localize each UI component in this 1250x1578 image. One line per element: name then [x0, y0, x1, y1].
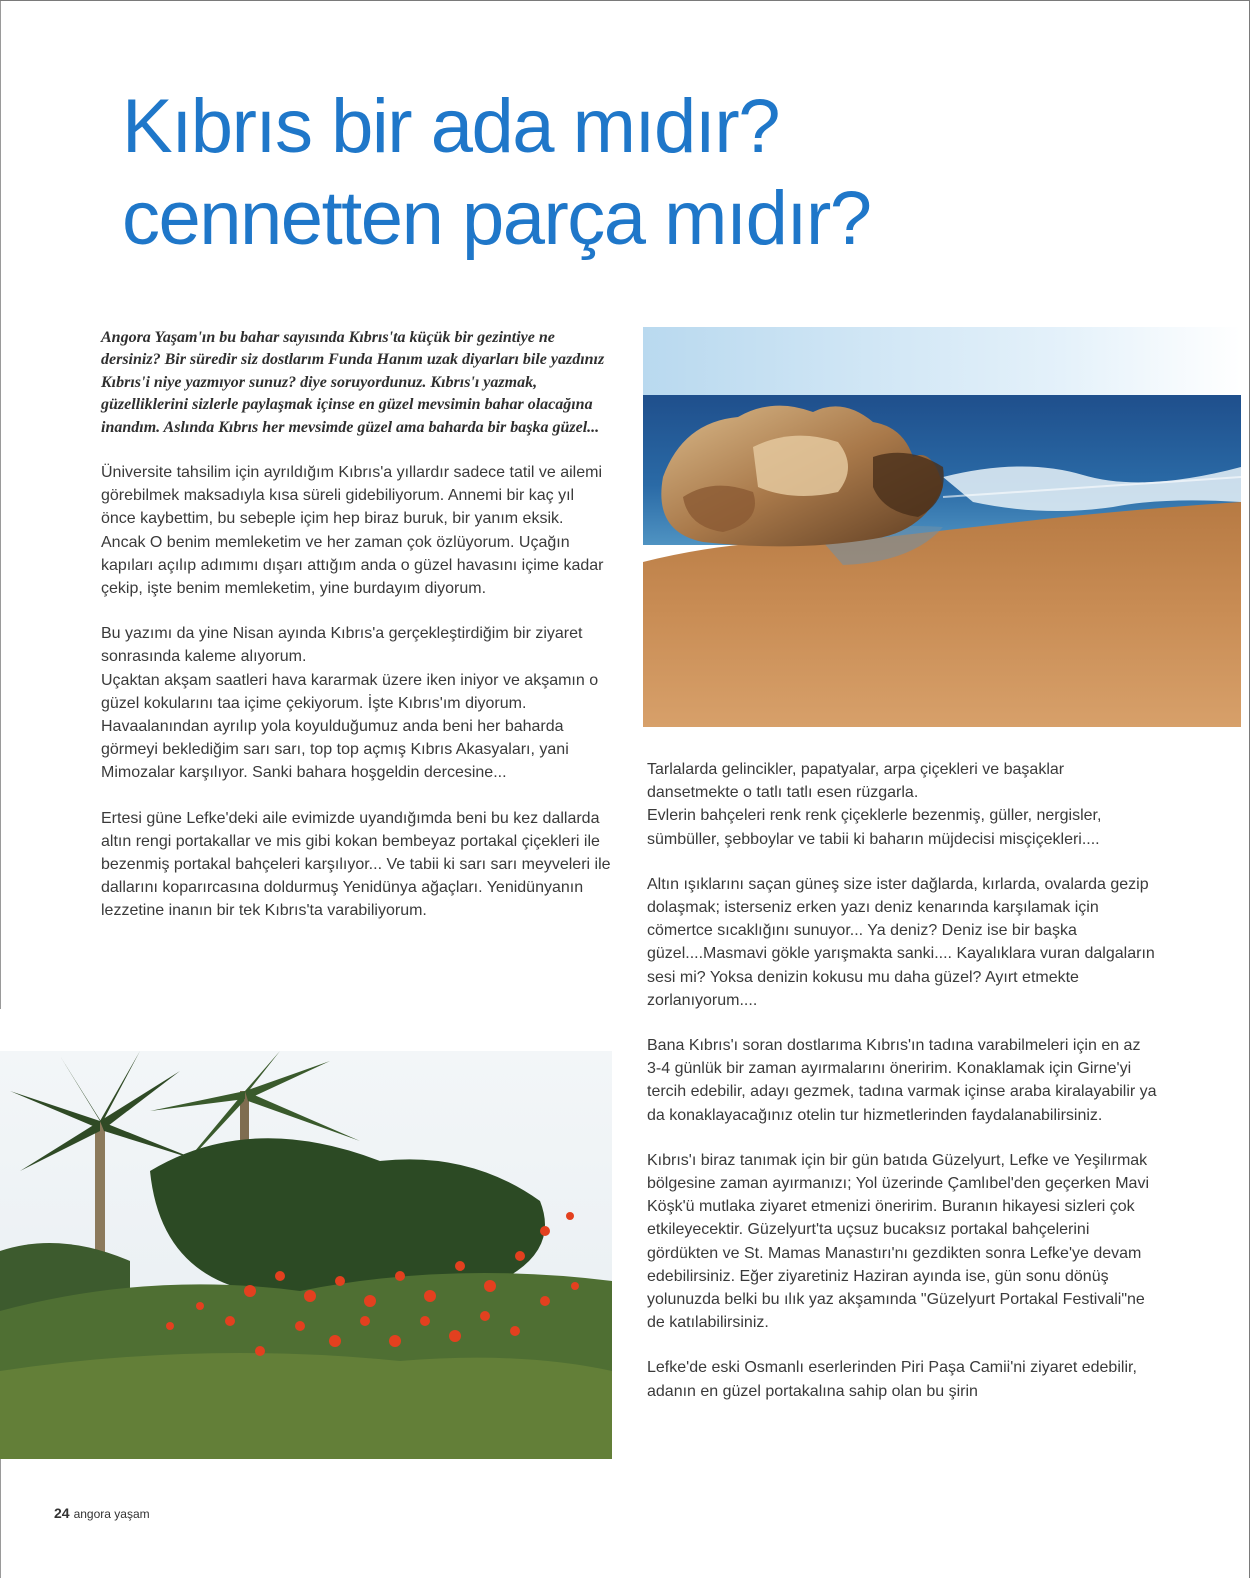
body-paragraph: Bana Kıbrıs'ı soran dostlarıma Kıbrıs'ın tadına varabilmeleri için en az 3-4 günlük bir zaman ayırmalarını öneririm. Konaklamak için Girne'yi tercih edebilir, adayı gezmek, tadına varmak içinse araba kiralayabilir ya da konaklayacağınız otelin tur hizmetlerinden faydalanabilirsiniz. — [647, 1037, 1157, 1124]
title-line-1: Kıbrıs bir ada mıdır? — [122, 84, 779, 169]
body-paragraph: Lefke'de eski Osmanlı eserlerinden Piri Paşa Camii'ni ziyaret edebilir, adanın en güzel portakalına sahip olan bu şirin — [647, 1359, 1137, 1400]
left-column — [101, 327, 611, 945]
body-paragraph: Ertesi güne Lefke'deki aile evimizde uyandığımda beni bu kez dallarda altın rengi portakallar ve mis gibi kokan bembeyaz portakal çiçekleri ile bezenmiş portakal bahçeleri karşılıyor... Ve tabii ki sarı sarı meyveleri ile dallarını koparırcasına doldurmuş Yenidünya ağaçları. Yenidünyanın lezzetine inanın bir tek Kıbrıs'ta varabiliyorum. — [101, 809, 611, 920]
page-number: 24 — [54, 1505, 70, 1521]
palm-garden-illustration — [0, 1051, 612, 1459]
right-column — [647, 758, 1159, 1425]
page-spine-line — [0, 1, 1, 1009]
article-title — [122, 81, 1202, 265]
body-paragraph: Tarlalarda gelincikler, papatyalar, arpa çiçekleri ve başaklar dansetmekte o tatlı tatlı esen rüzgarla. Evlerin bahçeleri renk renk çiçeklerle bezenmiş, güller, nergisler, sümbüller, şebboylar ve tabii ki baharın müjdecisi misçiçekleri.... — [647, 761, 1102, 848]
body-paragraph: Bu yazımı da yine Nisan ayında Kıbrıs'a gerçekleştirdiğim bir ziyaret sonrasında kaleme alıyorum. Uçaktan akşam saatleri hava kararmak üzere iken iniyor ve akşamın o güzel kokularını taa içime çekiyorum. İşte Kıbrıs'ım diyorum. Havaalanından ayrılıp yola koyulduğumuz anda beni her baharda görmeyi beklediğim sarı sarı, top top açmış Kıbrıs Akasyaları, yani Mimozalar karşılıyor. Sanki bahara hoşgeldin dercesine... — [101, 625, 599, 782]
body-paragraph: Üniversite tahsilim için ayrıldığım Kıbrıs'a yıllardır sadece tatil ve ailemi görebilmek maksadıyla kısa süreli gidebiliyorum. Annemi bir kaç yıl önce kaybettim, bu sebeple içim hep biraz buruk, bir yanım eksik. Ancak O benim memleketim ve her zaman çok özlüyorum. Uçağın kapıları açılıp adımımı dışarı attığım anda o güzel havasını içime kadar çekip, işte benim memleketim, yine burdayım diyorum. — [101, 464, 604, 598]
page-footer — [54, 1505, 150, 1523]
beach-rocks-illustration — [643, 327, 1241, 727]
beach-rocks-photo — [643, 327, 1241, 727]
lead-paragraph: Angora Yaşam'ın bu bahar sayısında Kıbrıs'ta küçük bir gezintiye ne dersiniz? Bir süredir siz dostlarım Funda Hanım uzak diyarları bile yazdınız Kıbrıs'i niye yazmıyor sunuz? diye soruyordunuz. Kıbrıs'ı yazmak, güzelliklerini sizlerle paylaşmak içinse en güzel mevsimin bahar olacağına inandım. Aslında Kıbrıs her mevsimde güzel ama baharda bir başka güzel... — [101, 329, 605, 436]
page-spine-line-lower — [0, 1456, 1, 1578]
body-paragraph: Kıbrıs'ı biraz tanımak için bir gün batıda Güzelyurt, Lefke ve Yeşilırmak bölgesine zaman ayırmanızı; Yol üzerinde Çamlıbel'den geçerken Mavi Köşk'ü mutlaka ziyaret etmenizi öneririm. Buranın hikayesi sizleri çok etkileyecektir. Güzelyurt'ta uçsuz bucaksız portakal bahçelerini gördükten ve St. Mamas Manastırı'nı gezdikten sonra Lefke'ye devam edebilirsiniz. Eğer ziyaretiniz Haziran ayında ise, gün sonu dönüş yolunuzda belki bu ılık yaz akşamında "Güzelyurt Portakal Festivali"ne de katılabilirsiniz. — [647, 1151, 1149, 1332]
body-paragraph: Altın ışıklarını saçan güneş size ister dağlarda, kırlarda, ovalarda gezip dolaşmak; isterseniz erken yazı deniz kenarında karşılamak için cömertce sıcaklığını sunuyor... Ya deniz? Deniz ise bir başka güzel....Masmavi gökle yarışmakta sanki.... Kayalıklara vuran dalgaların sesi mi? Yoksa denizin kokusu mu daha güzel? Ayırt etmekte zorlanıyorum.... — [647, 875, 1155, 1009]
magazine-name: angora yaşam — [73, 1507, 150, 1521]
title-line-2: cennetten parça mıdır? — [122, 176, 871, 261]
palm-poppy-garden-photo — [0, 1051, 612, 1459]
